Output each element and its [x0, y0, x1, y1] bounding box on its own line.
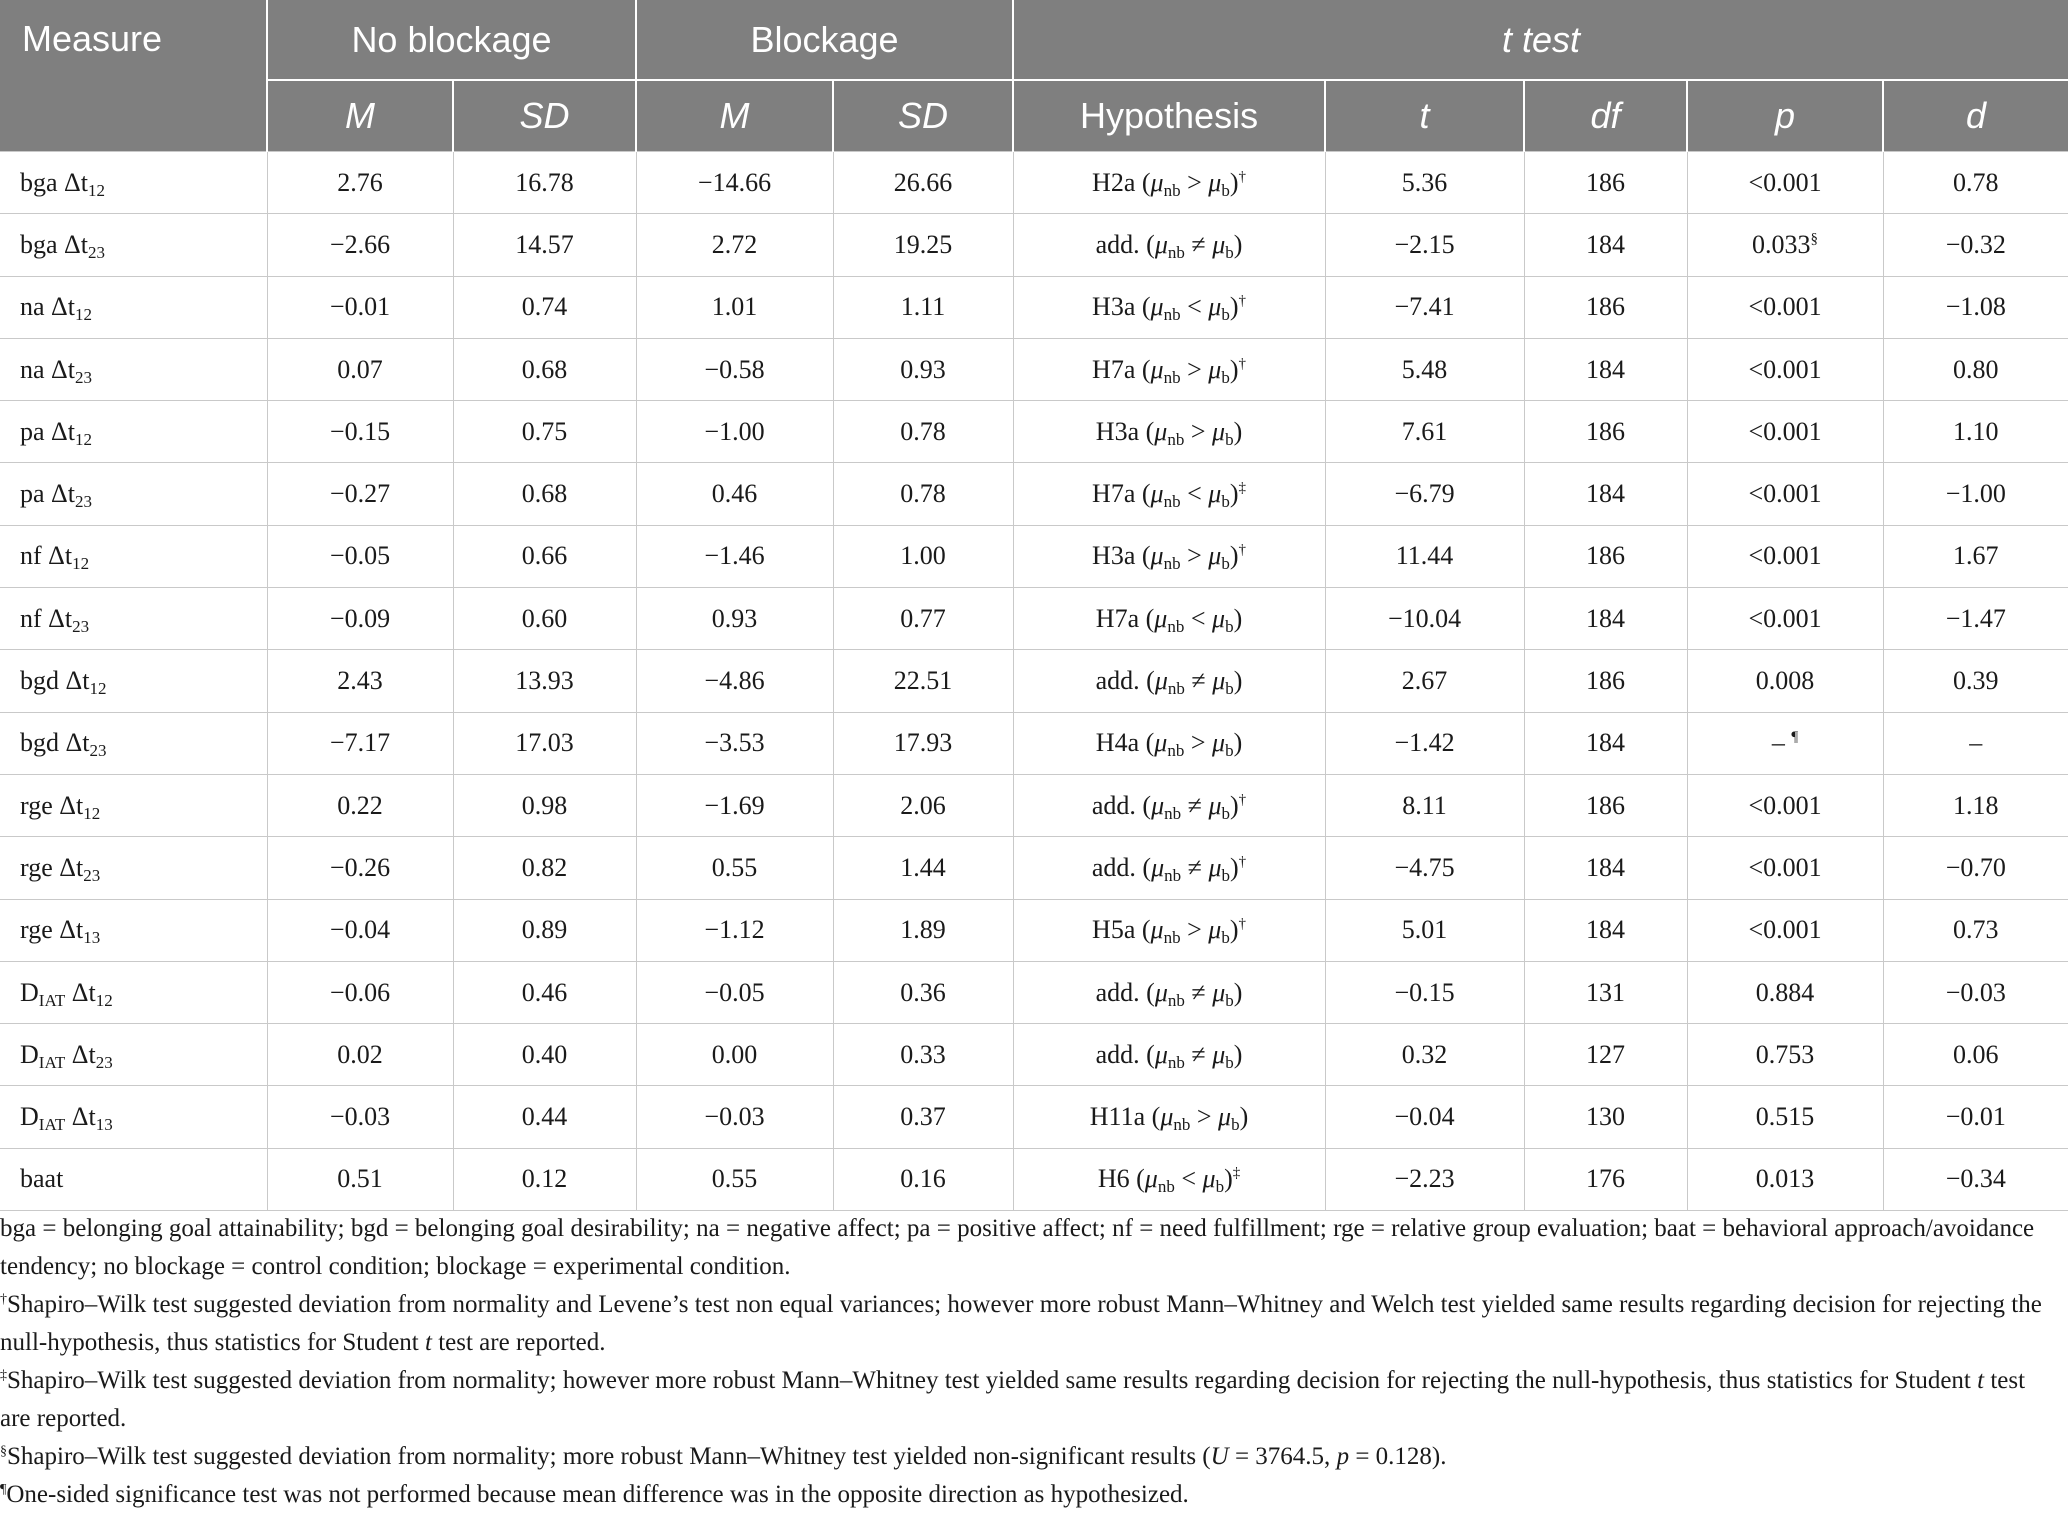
cell-sd-no-blockage: 0.68 [453, 338, 636, 400]
cell-hypothesis: H7a $(\mu_{nb} < \mu_b)$ [1013, 588, 1325, 650]
table-header [0, 0, 2068, 152]
cell-d: −1.00 [1883, 463, 2068, 525]
table-body [0, 152, 2068, 1211]
cell-measure: nf $\Delta t_{23}$ [0, 588, 267, 650]
cell-t: −10.04 [1325, 588, 1524, 650]
cell-m-blockage: −0.58 [636, 338, 833, 400]
header-p: p [1687, 80, 1883, 152]
cell-hypothesis: H11a $(\mu_{nb} > \mu_b)$ [1013, 1086, 1325, 1148]
cell-d: 0.39 [1883, 650, 2068, 712]
table-row [0, 401, 2068, 463]
cell-sd-blockage: 0.78 [833, 463, 1013, 525]
cell-sd-blockage: 0.16 [833, 1148, 1013, 1210]
cell-d: 1.67 [1883, 525, 2068, 587]
cell-sd-blockage: 0.78 [833, 401, 1013, 463]
cell-t: −7.41 [1325, 276, 1524, 338]
cell-sd-blockage: 0.37 [833, 1086, 1013, 1148]
header-hypothesis: Hypothesis [1013, 80, 1325, 152]
cell-t: 8.11 [1325, 774, 1524, 836]
cell-df: 186 [1524, 276, 1687, 338]
cell-m-no-blockage: 2.76 [267, 152, 453, 214]
cell-measure: pa $\Delta t_{12}$ [0, 401, 267, 463]
cell-t: 5.48 [1325, 338, 1524, 400]
cell-df: 186 [1524, 650, 1687, 712]
cell-hypothesis: H7a $(\mu_{nb} < \mu_b)^\ddagger$ [1013, 463, 1325, 525]
cell-hypothesis: add. $(\mu_{nb} \ne \mu_b)$ [1013, 650, 1325, 712]
cell-p: <0.001 [1687, 588, 1883, 650]
header-sd-blockage: SD [833, 80, 1013, 152]
cell-t: −2.15 [1325, 214, 1524, 276]
cell-sd-blockage: 22.51 [833, 650, 1013, 712]
cell-df: 186 [1524, 525, 1687, 587]
cell-p: 0.008 [1687, 650, 1883, 712]
footnote-pilcrow: ¶One-sided significance test was not performed because mean difference was in the opposite direction as hypothesized. [0, 1481, 1189, 1508]
header-blockage: Blockage [636, 0, 1013, 80]
cell-hypothesis: H3a $(\mu_{nb} > \mu_b)^\dagger$ [1013, 525, 1325, 587]
cell-p: 0.515 [1687, 1086, 1883, 1148]
cell-t: −4.75 [1325, 837, 1524, 899]
cell-sd-no-blockage: 0.66 [453, 525, 636, 587]
cell-p: <0.001 [1687, 463, 1883, 525]
cell-d: −0.70 [1883, 837, 2068, 899]
cell-m-blockage: −1.12 [636, 899, 833, 961]
cell-m-blockage: −3.53 [636, 712, 833, 774]
cell-measure: bga $\Delta t_{12}$ [0, 152, 267, 214]
footnote-section: §Shapiro–Wilk test suggested deviation from normality; more robust Mann–Whitney test yielded non-significant results (U = 3764.5, p = 0.128). [0, 1443, 1447, 1470]
cell-m-no-blockage: −0.09 [267, 588, 453, 650]
cell-d: −0.34 [1883, 1148, 2068, 1210]
table-row [0, 899, 2068, 961]
cell-p: <0.001 [1687, 401, 1883, 463]
cell-m-blockage: 0.55 [636, 1148, 833, 1210]
table-row [0, 525, 2068, 587]
cell-d: 0.06 [1883, 1024, 2068, 1086]
cell-t: −0.15 [1325, 961, 1524, 1023]
cell-m-no-blockage: −0.05 [267, 525, 453, 587]
cell-measure: baat [0, 1148, 267, 1210]
header-m-no-blockage: M [267, 80, 453, 152]
cell-d: 1.18 [1883, 774, 2068, 836]
cell-p: <0.001 [1687, 837, 1883, 899]
cell-d: 1.10 [1883, 401, 2068, 463]
cell-sd-no-blockage: 0.89 [453, 899, 636, 961]
cell-df: 184 [1524, 463, 1687, 525]
table-footnotes [0, 1210, 2060, 1514]
cell-m-blockage: 0.55 [636, 837, 833, 899]
table-row [0, 588, 2068, 650]
header-df: df [1524, 80, 1687, 152]
cell-m-no-blockage: −0.27 [267, 463, 453, 525]
cell-p: <0.001 [1687, 899, 1883, 961]
cell-hypothesis: add. $(\mu_{nb} \ne \mu_b)$ [1013, 1024, 1325, 1086]
cell-m-blockage: 0.46 [636, 463, 833, 525]
cell-sd-no-blockage: 0.44 [453, 1086, 636, 1148]
cell-m-blockage: 0.00 [636, 1024, 833, 1086]
header-d: d [1883, 80, 2068, 152]
footnote-abbreviations: bga = belonging goal attainability; bgd = belonging goal desirability; na = negative affect; pa = positive affect; nf = need fulfillment; rge = relative group evaluation; baat = behavioral approach/avoidance tendency; no blockage = control condition; blockage = experimental condition. [0, 1215, 2035, 1280]
cell-sd-no-blockage: 0.40 [453, 1024, 636, 1086]
cell-df: 184 [1524, 837, 1687, 899]
cell-sd-no-blockage: 0.98 [453, 774, 636, 836]
cell-measure: rge $\Delta t_{23}$ [0, 837, 267, 899]
cell-measure: na $\Delta t_{23}$ [0, 338, 267, 400]
cell-p: 0.013 [1687, 1148, 1883, 1210]
cell-df: 176 [1524, 1148, 1687, 1210]
cell-sd-blockage: 1.11 [833, 276, 1013, 338]
table-row [0, 837, 2068, 899]
table-row [0, 152, 2068, 214]
cell-p: <0.001 [1687, 774, 1883, 836]
cell-hypothesis: H4a $(\mu_{nb} > \mu_b)$ [1013, 712, 1325, 774]
cell-hypothesis: H2a $(\mu_{nb} > \mu_b)^\dagger$ [1013, 152, 1325, 214]
table-row [0, 463, 2068, 525]
cell-t: −6.79 [1325, 463, 1524, 525]
cell-m-no-blockage: −0.06 [267, 961, 453, 1023]
cell-m-blockage: −14.66 [636, 152, 833, 214]
cell-t: 2.67 [1325, 650, 1524, 712]
cell-d: −0.03 [1883, 961, 2068, 1023]
footnote-dagger: †Shapiro–Wilk test suggested deviation from normality and Levene’s test non equal variances; however more robust Mann–Whitney and Welch test yielded same results regarding decision for rejecting the null-hypothesis, thus statistics for Student t test are reported. [0, 1291, 2042, 1356]
cell-measure: $D_{IAT}$ $\Delta t_{23}$ [0, 1024, 267, 1086]
cell-sd-no-blockage: 17.03 [453, 712, 636, 774]
cell-df: 131 [1524, 961, 1687, 1023]
cell-measure: na $\Delta t_{12}$ [0, 276, 267, 338]
cell-measure: pa $\Delta t_{23}$ [0, 463, 267, 525]
cell-m-no-blockage: 0.02 [267, 1024, 453, 1086]
cell-measure: $D_{IAT}$ $\Delta t_{12}$ [0, 961, 267, 1023]
cell-m-blockage: −0.05 [636, 961, 833, 1023]
cell-d: −1.08 [1883, 276, 2068, 338]
cell-m-blockage: −4.86 [636, 650, 833, 712]
cell-sd-no-blockage: 0.68 [453, 463, 636, 525]
cell-p: <0.001 [1687, 338, 1883, 400]
cell-d: – [1883, 712, 2068, 774]
cell-sd-blockage: 19.25 [833, 214, 1013, 276]
cell-df: 184 [1524, 338, 1687, 400]
cell-df: 184 [1524, 899, 1687, 961]
cell-hypothesis: add. $(\mu_{nb} \ne \mu_b)$ [1013, 214, 1325, 276]
cell-df: 184 [1524, 214, 1687, 276]
cell-p: <0.001 [1687, 276, 1883, 338]
cell-m-no-blockage: −7.17 [267, 712, 453, 774]
cell-p: 0.884 [1687, 961, 1883, 1023]
cell-d: 0.80 [1883, 338, 2068, 400]
cell-sd-no-blockage: 0.12 [453, 1148, 636, 1210]
cell-hypothesis: add. $(\mu_{nb} \ne \mu_b)$ [1013, 961, 1325, 1023]
table-row [0, 276, 2068, 338]
cell-m-no-blockage: −0.03 [267, 1086, 453, 1148]
header-t: t [1325, 80, 1524, 152]
cell-measure: bgd $\Delta t_{23}$ [0, 712, 267, 774]
table-row [0, 1024, 2068, 1086]
cell-sd-blockage: 0.93 [833, 338, 1013, 400]
cell-m-blockage: −1.00 [636, 401, 833, 463]
cell-df: 186 [1524, 152, 1687, 214]
cell-df: 184 [1524, 588, 1687, 650]
cell-m-no-blockage: 0.51 [267, 1148, 453, 1210]
table-row [0, 774, 2068, 836]
cell-df: 184 [1524, 712, 1687, 774]
cell-df: 127 [1524, 1024, 1687, 1086]
cell-sd-blockage: 17.93 [833, 712, 1013, 774]
cell-sd-blockage: 2.06 [833, 774, 1013, 836]
cell-p: 0.753 [1687, 1024, 1883, 1086]
cell-t: 5.01 [1325, 899, 1524, 961]
cell-sd-no-blockage: 0.60 [453, 588, 636, 650]
cell-d: −0.32 [1883, 214, 2068, 276]
cell-m-no-blockage: −0.15 [267, 401, 453, 463]
cell-p: 0.033§ [1687, 214, 1883, 276]
cell-m-no-blockage: −0.01 [267, 276, 453, 338]
table-row [0, 650, 2068, 712]
cell-sd-blockage: 0.33 [833, 1024, 1013, 1086]
table-row [0, 712, 2068, 774]
cell-sd-no-blockage: 0.46 [453, 961, 636, 1023]
cell-m-no-blockage: −2.66 [267, 214, 453, 276]
cell-measure: rge $\Delta t_{12}$ [0, 774, 267, 836]
cell-measure: bga $\Delta t_{23}$ [0, 214, 267, 276]
cell-sd-no-blockage: 0.82 [453, 837, 636, 899]
cell-p: <0.001 [1687, 525, 1883, 587]
table-row [0, 338, 2068, 400]
cell-measure: rge $\Delta t_{13}$ [0, 899, 267, 961]
cell-df: 130 [1524, 1086, 1687, 1148]
cell-m-no-blockage: −0.26 [267, 837, 453, 899]
cell-hypothesis: add. $(\mu_{nb} \ne \mu_b)^\dagger$ [1013, 837, 1325, 899]
cell-sd-blockage: 0.77 [833, 588, 1013, 650]
cell-m-blockage: −0.03 [636, 1086, 833, 1148]
cell-hypothesis: H5a $(\mu_{nb} > \mu_b)^\dagger$ [1013, 899, 1325, 961]
cell-hypothesis: H6 $(\mu_{nb} < \mu_b)^\ddagger$ [1013, 1148, 1325, 1210]
cell-m-blockage: −1.69 [636, 774, 833, 836]
cell-df: 186 [1524, 774, 1687, 836]
cell-m-no-blockage: 0.22 [267, 774, 453, 836]
cell-d: −1.47 [1883, 588, 2068, 650]
cell-hypothesis: H3a $(\mu_{nb} > \mu_b)$ [1013, 401, 1325, 463]
cell-sd-blockage: 0.36 [833, 961, 1013, 1023]
cell-measure: $D_{IAT}$ $\Delta t_{13}$ [0, 1086, 267, 1148]
table-row [0, 1148, 2068, 1210]
cell-t: 7.61 [1325, 401, 1524, 463]
header-no-blockage: No blockage [267, 0, 636, 80]
cell-sd-no-blockage: 0.74 [453, 276, 636, 338]
cell-t: −1.42 [1325, 712, 1524, 774]
cell-t: −2.23 [1325, 1148, 1524, 1210]
cell-sd-no-blockage: 13.93 [453, 650, 636, 712]
cell-m-no-blockage: 2.43 [267, 650, 453, 712]
cell-hypothesis: H7a $(\mu_{nb} > \mu_b)^\dagger$ [1013, 338, 1325, 400]
cell-measure: bgd $\Delta t_{12}$ [0, 650, 267, 712]
cell-hypothesis: add. $(\mu_{nb} \ne \mu_b)^\dagger$ [1013, 774, 1325, 836]
cell-hypothesis: H3a $(\mu_{nb} < \mu_b)^\dagger$ [1013, 276, 1325, 338]
cell-d: −0.01 [1883, 1086, 2068, 1148]
cell-sd-blockage: 1.00 [833, 525, 1013, 587]
cell-sd-no-blockage: 16.78 [453, 152, 636, 214]
cell-m-blockage: −1.46 [636, 525, 833, 587]
cell-p: <0.001 [1687, 152, 1883, 214]
cell-p: – ¶ [1687, 712, 1883, 774]
cell-sd-blockage: 26.66 [833, 152, 1013, 214]
table-row [0, 961, 2068, 1023]
cell-d: 0.78 [1883, 152, 2068, 214]
cell-sd-blockage: 1.89 [833, 899, 1013, 961]
cell-t: 5.36 [1325, 152, 1524, 214]
cell-t: 11.44 [1325, 525, 1524, 587]
cell-m-blockage: 2.72 [636, 214, 833, 276]
table-row [0, 214, 2068, 276]
cell-measure: nf $\Delta t_{12}$ [0, 525, 267, 587]
header-m-blockage: M [636, 80, 833, 152]
footnote-double-dagger: ‡Shapiro–Wilk test suggested deviation from normality; however more robust Mann–Whitney test yielded same results regarding decision for rejecting the null-hypothesis, thus statistics for Student t test are reported. [0, 1367, 2026, 1432]
cell-m-no-blockage: 0.07 [267, 338, 453, 400]
header-t-test: t test [1013, 0, 2068, 80]
cell-m-no-blockage: −0.04 [267, 899, 453, 961]
cell-m-blockage: 0.93 [636, 588, 833, 650]
cell-t: 0.32 [1325, 1024, 1524, 1086]
cell-sd-blockage: 1.44 [833, 837, 1013, 899]
cell-df: 186 [1524, 401, 1687, 463]
cell-sd-no-blockage: 0.75 [453, 401, 636, 463]
cell-sd-no-blockage: 14.57 [453, 214, 636, 276]
cell-m-blockage: 1.01 [636, 276, 833, 338]
header-measure: Measure [0, 0, 267, 152]
table-row [0, 1086, 2068, 1148]
cell-t: −0.04 [1325, 1086, 1524, 1148]
header-sd-no-blockage: SD [453, 80, 636, 152]
cell-d: 0.73 [1883, 899, 2068, 961]
